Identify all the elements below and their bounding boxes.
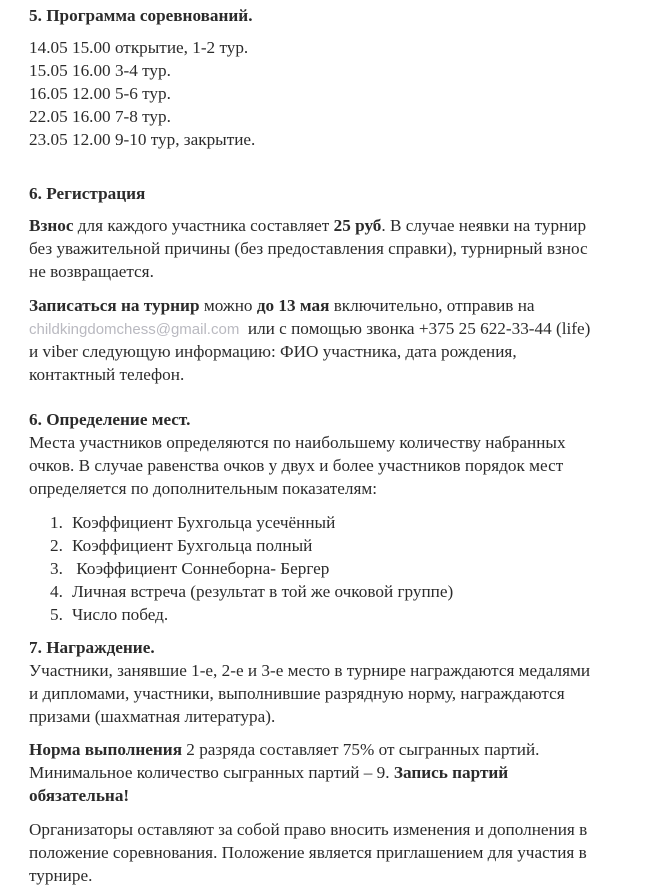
criteria-text: Коэффициент Бухгольца полный [72, 536, 313, 555]
norm-line-3: обязательна! [29, 786, 130, 805]
schedule-item: 23.05 12.00 9-10 тур, закрытие. [29, 130, 256, 149]
signup-phone-text: или с помощью звонка +375 25 622-33-44 (life) [239, 319, 591, 338]
criteria-number: 4. [50, 582, 63, 601]
fee-line-1 [29, 215, 586, 237]
signup-text: можно [199, 296, 257, 315]
norm-label: Норма выполнения [29, 740, 182, 759]
criteria-number: 3. [50, 559, 63, 578]
norm-text: Минимальное количество сыгранных партий – 9. [29, 763, 394, 782]
fee-line-2: без уважительной причины (без предоставления справки), турнирный взнос [29, 239, 588, 258]
criteria-item [50, 604, 168, 626]
section-5-heading: 5. Программа соревнований. [29, 6, 253, 25]
section-6-registration-heading: 6. Регистрация [29, 184, 146, 203]
fee-text: . В случае неявки на турнир [381, 216, 587, 235]
signup-label: Записаться на турнир [29, 296, 200, 315]
signup-line-3: и viber следующую информацию: ФИО участника, дата рождения, [29, 342, 517, 361]
criteria-number: 2. [50, 536, 63, 555]
awards-text-line: и дипломами, участники, выполнившие разрядную норму, награждаются [29, 684, 565, 703]
criteria-item [50, 512, 335, 534]
closing-text-line: турнире. [29, 866, 93, 885]
fee-line-3: не возвращается. [29, 262, 154, 281]
criteria-item [50, 535, 312, 557]
schedule-item: 14.05 15.00 открытие, 1-2 тур. [29, 38, 249, 57]
section-7-heading: 7. Награждение. [29, 638, 155, 657]
schedule-item: 15.05 16.00 3-4 тур. [29, 61, 171, 80]
norm-line-2 [29, 762, 508, 784]
norm-line-1 [29, 739, 539, 761]
signup-line-4: контактный телефон. [29, 365, 185, 384]
criteria-text: Число побед. [72, 605, 169, 624]
criteria-number: 5. [50, 605, 63, 624]
fee-amount: 25 руб [333, 216, 382, 235]
signup-line-1 [29, 295, 535, 317]
places-text-line: очков. В случае равенства очков у двух и более участников порядок мест [29, 456, 564, 475]
criteria-item [50, 558, 329, 580]
criteria-number: 1. [50, 513, 63, 532]
criteria-text: Коэффициент Бухгольца усечённый [72, 513, 336, 532]
norm-text: 2 разряда составляет 75% от сыгранных партий. [182, 740, 540, 759]
signup-line-2 [29, 318, 590, 341]
criteria-text: Коэффициент Соннеборна- Бергер [72, 559, 330, 578]
awards-text-line: Участники, занявшие 1-е, 2-е и 3-е место в турнире награждаются медалями [29, 661, 591, 680]
schedule-item: 16.05 12.00 5-6 тур. [29, 84, 171, 103]
signup-deadline: до 13 мая [256, 296, 330, 315]
closing-text-line: Организаторы оставляют за собой право вносить изменения и дополнения в [29, 820, 588, 839]
schedule-item: 22.05 16.00 7-8 тур. [29, 107, 171, 126]
criteria-text: Личная встреча (результат в той же очковой группе) [72, 582, 454, 601]
closing-text-line: положение соревнования. Положение является приглашением для участия в [29, 843, 587, 862]
section-6-places-heading: 6. Определение мест. [29, 410, 191, 429]
norm-emphasis: Запись партий [393, 763, 509, 782]
fee-label: Взнос [29, 216, 74, 235]
fee-text: для каждого участника составляет [73, 216, 334, 235]
criteria-item [50, 581, 453, 603]
signup-text: включительно, отправив на [329, 296, 535, 315]
awards-text-line: призами (шахматная литература). [29, 707, 276, 726]
places-text-line: определяется по дополнительным показателям: [29, 479, 378, 498]
email-link[interactable]: childkingdomchess@gmail.com [29, 321, 240, 338]
places-text-line: Места участников определяются по наибольшему количеству набранных [29, 433, 566, 452]
